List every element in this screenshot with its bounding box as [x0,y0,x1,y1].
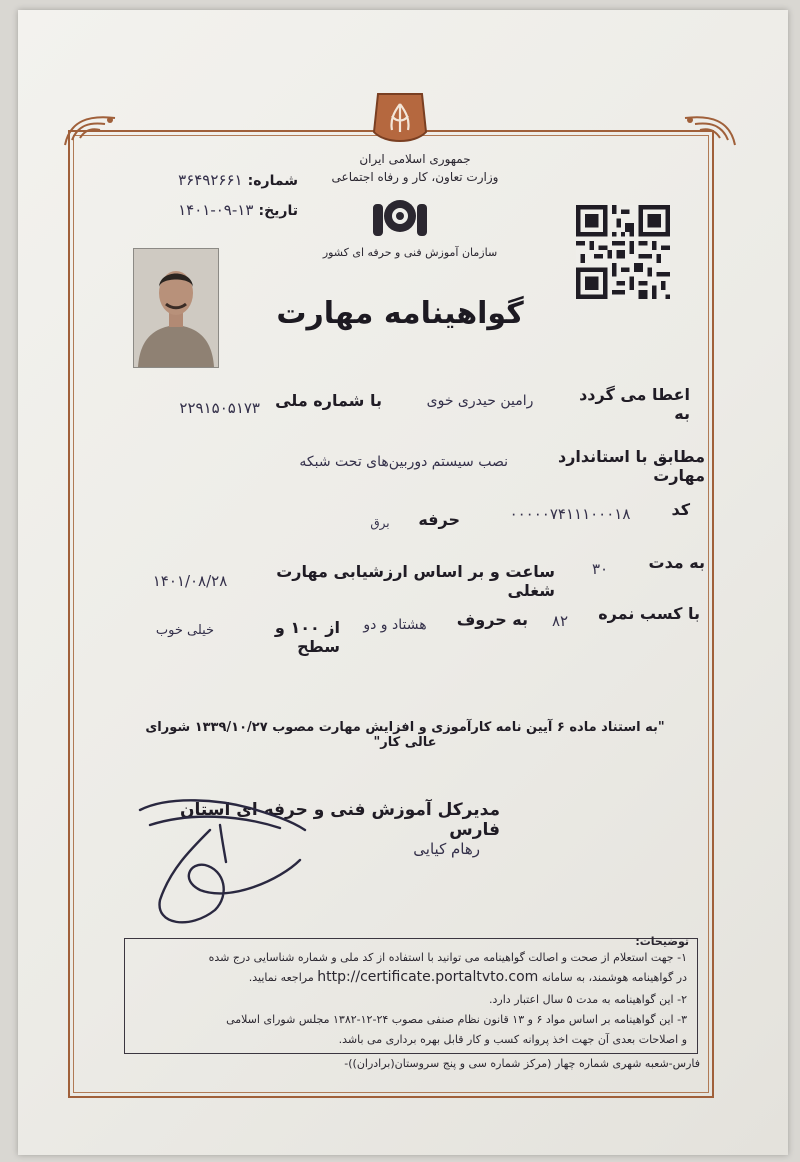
note-1-continued [249,969,687,986]
note-1: ۱- جهت استعلام از صحت و اصالت گواهینامه می توانید با استفاده از کد ملی و شماره شناسایی درج شده [208,951,687,964]
organization-line: سازمان آموزش فنی و حرفه ای کشور [322,246,498,259]
republic-line: جمهوری اسلامی ایران [359,152,471,166]
score-value: ۸۲ [551,612,569,630]
national-id-label: با شماره ملی [275,391,382,410]
trade-value: برق [370,516,390,530]
holder-photo [133,248,219,368]
date-label: تاریخ: [258,203,298,219]
date-value: ۱۴۰۱-۰۹-۱۳ [178,201,254,219]
ministry-line: وزارت تعاون، کار و رفاه اجتماعی [331,170,499,184]
certificate-number [118,170,298,189]
certificate-url-link[interactable]: http://certificate.portaltvto.com [317,969,539,985]
level-value: خیلی خوب [155,623,215,638]
code-label: کد [671,500,690,519]
words-label: به حروف [456,610,528,629]
notes-box [124,935,698,1054]
code-value: ۰۰۰۰۰۷۴۱۱۱۰۰۰۱۸ [509,505,631,523]
hours-label: ساعت و بر اساس ارزشیابی مهارت شغلی [276,562,555,600]
evaluation-date: ۱۴۰۱/۰۸/۲۸ [152,572,228,590]
signatory-name: رهام کیایی [413,840,480,858]
note-1-suffix: مراجعه نمایید. [248,971,314,984]
note-1-prefix: در گواهینامه هوشمند، به سامانه [541,971,687,984]
issuing-branch: فارس-شعبه شهری شماره چهار (مرکز شماره سی و پنج سروستان(برادران))- [344,1057,700,1070]
number-value: ۳۶۴۹۲۶۶۱ [178,171,243,189]
awarded-label: اعطا می گردد به [579,385,690,423]
corner-ornament-left-icon [60,110,120,150]
signatory-title: مدیرکل آموزش فنی و حرفه ای استان فارس [179,800,500,840]
scale-label: از ۱۰۰ و سطح [274,618,340,656]
standard-label: مطابق با استاندارد مهارت [558,447,705,485]
score-words: هشتاد و دو [363,617,427,633]
national-id-value: ۲۲۹۱۵۰۵۱۷۳ [179,399,260,417]
holder-name: رامین حیدری خوی [426,393,534,409]
person-portrait-icon [134,249,218,367]
duration-label: به مدت [648,553,705,572]
duration-value: ۳۰ [591,560,609,578]
iran-emblem-icon [370,92,430,150]
notes-heading: توضیحات: [635,935,689,948]
trade-label: حرفه [418,510,460,529]
handwritten-signature-icon [130,790,310,940]
note-3: ۳- این گواهینامه بر اساس مواد ۶ و ۱۳ قانون نظام صنفی مصوب ۲۴-۱۲-۱۳۸۲ مجلس شورای اسلامی [226,1013,687,1026]
qr-code-icon [576,205,670,299]
tvto-logo-icon [372,194,428,238]
number-label: شماره: [247,173,298,189]
page-title: گواهینامه مهارت [276,296,524,331]
certificate-date [112,200,298,219]
legal-basis: "به استناد ماده ۶ آیین نامه کارآموزی و افزایش مهارت مصوب ۱۳۳۹/۱۰/۲۷ شورای عالی کار" [145,720,665,750]
note-2: ۲- این گواهینامه به مدت ۵ سال اعتبار دارد. [489,993,687,1006]
corner-ornament-right-icon [680,110,740,150]
score-label: با کسب نمره [598,604,700,623]
note-3-continued: و اصلاحات بعدی آن جهت اخذ پروانه کسب و کار قابل بهره برداری می باشد. [338,1033,687,1046]
standard-value: نصب سیستم دوربین‌های تحت شبکه [299,454,508,470]
